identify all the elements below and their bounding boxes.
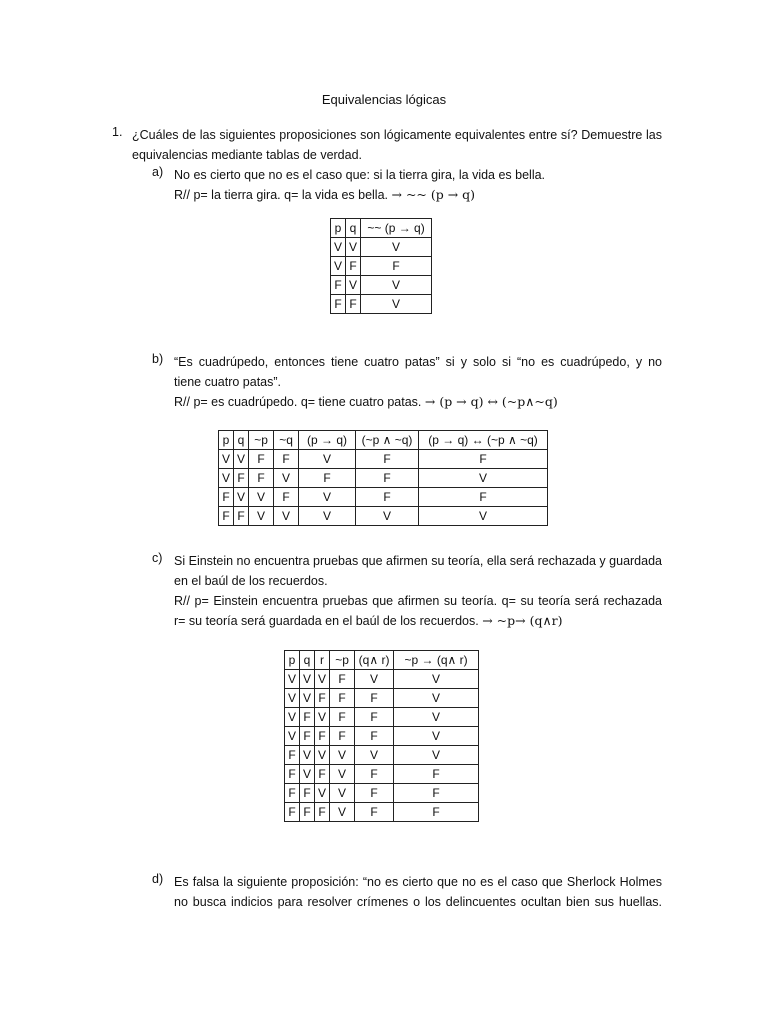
item-a-letter: a) xyxy=(152,165,164,179)
table-cell: F xyxy=(234,469,249,488)
table-cell: V xyxy=(331,238,346,257)
table-cell: F xyxy=(394,765,479,784)
table-cell: V xyxy=(346,238,361,257)
table-cell: F xyxy=(355,765,394,784)
table-cell: V xyxy=(330,746,355,765)
table-cell: F xyxy=(330,708,355,727)
item-c-line4-prefix: r= su teoría será guardada en el baúl de los recuerdos. xyxy=(174,614,479,628)
item-c-line2: en el baúl de los recuerdos. xyxy=(174,574,328,588)
table-cell: F xyxy=(355,803,394,822)
table-cell: V xyxy=(285,708,300,727)
item-d-text xyxy=(174,872,662,912)
table-header-cell: q xyxy=(234,431,249,450)
table-cell: F xyxy=(249,450,274,469)
table-cell: F xyxy=(300,708,315,727)
table-cell: V xyxy=(419,469,548,488)
table-row xyxy=(219,488,548,507)
table-cell: V xyxy=(219,469,234,488)
table-cell: V xyxy=(361,238,432,257)
table-cell: V xyxy=(299,450,356,469)
item-c-line4 xyxy=(174,611,662,631)
table-header-cell: ~~ (p → q) xyxy=(361,219,432,238)
table-cell: V xyxy=(394,746,479,765)
truth-table-a xyxy=(330,218,432,314)
table-cell: V xyxy=(361,276,432,295)
table-cell: V xyxy=(315,784,330,803)
item-b-formula: → (p → q) ↔ (~p∧~q) xyxy=(424,394,558,409)
table-cell: F xyxy=(394,784,479,803)
table-row xyxy=(331,257,432,276)
question-text-line1: ¿Cuáles de las siguientes proposiciones son lógicamente equivalentes entre sí? Demuestre las xyxy=(132,128,662,142)
item-c-line3: R// p= Einstein encuentra pruebas que afirmen su teoría. q= su teoría será rechazada xyxy=(174,594,662,608)
question-number: 1. xyxy=(112,125,123,139)
table-cell: V xyxy=(361,295,432,314)
table-cell: F xyxy=(330,670,355,689)
table-cell: V xyxy=(331,257,346,276)
table-header-cell: ~q xyxy=(274,431,299,450)
question-text-line2: equivalencias mediante tablas de verdad. xyxy=(132,148,363,162)
table-cell: F xyxy=(300,727,315,746)
table-cell: F xyxy=(355,689,394,708)
table-cell: F xyxy=(285,765,300,784)
item-a-formula: → ~~ (p → q) xyxy=(391,187,476,202)
table-cell: V xyxy=(274,469,299,488)
table-cell: V xyxy=(234,488,249,507)
table-cell: F xyxy=(355,708,394,727)
table-cell: V xyxy=(394,689,479,708)
table-cell: V xyxy=(330,803,355,822)
table-cell: V xyxy=(285,727,300,746)
item-a-line1: No es cierto que no es el caso que: si la tierra gira, la vida es bella. xyxy=(174,168,546,182)
table-row xyxy=(285,784,479,803)
table-cell: F xyxy=(219,507,234,526)
table-row xyxy=(285,708,479,727)
table-cell: F xyxy=(330,689,355,708)
item-b-line1: “Es cuadrúpedo, entonces tiene cuatro patas” si y solo si “no es cuadrúpedo, y no xyxy=(174,355,662,369)
table-cell: F xyxy=(331,276,346,295)
item-a-line2 xyxy=(174,185,662,205)
table-cell: V xyxy=(274,507,299,526)
table-cell: V xyxy=(394,708,479,727)
table-cell: V xyxy=(394,670,479,689)
table-cell: F xyxy=(285,784,300,803)
table-cell: F xyxy=(346,295,361,314)
table-cell: F xyxy=(315,689,330,708)
table-row xyxy=(331,238,432,257)
table-cell: F xyxy=(249,469,274,488)
table-row xyxy=(219,469,548,488)
table-cell: V xyxy=(315,708,330,727)
table-cell: V xyxy=(285,689,300,708)
table-header-cell: r xyxy=(315,651,330,670)
table-header-cell: ~p xyxy=(249,431,274,450)
table-row xyxy=(219,507,548,526)
table-header-cell: (p → q) xyxy=(299,431,356,450)
table-cell: F xyxy=(274,488,299,507)
table-row xyxy=(285,803,479,822)
table-cell: F xyxy=(419,488,548,507)
table-cell: F xyxy=(331,295,346,314)
table-cell: V xyxy=(285,670,300,689)
table-row xyxy=(285,670,479,689)
table-cell: F xyxy=(355,727,394,746)
table-cell: F xyxy=(330,727,355,746)
table-cell: F xyxy=(315,803,330,822)
table-cell: V xyxy=(315,746,330,765)
table-header-cell: q xyxy=(300,651,315,670)
item-b-line3-prefix: R// p= es cuadrúpedo. q= tiene cuatro patas. xyxy=(174,395,422,409)
table-row xyxy=(285,727,479,746)
table-cell: F xyxy=(356,469,419,488)
table-cell: V xyxy=(299,488,356,507)
table-row xyxy=(285,689,479,708)
table-cell: F xyxy=(219,488,234,507)
table-cell: F xyxy=(419,450,548,469)
table-cell: V xyxy=(300,765,315,784)
table-header-cell: p xyxy=(285,651,300,670)
table-header-cell: p xyxy=(219,431,234,450)
table-cell: V xyxy=(315,670,330,689)
table-cell: V xyxy=(249,488,274,507)
table-cell: V xyxy=(355,746,394,765)
table-cell: F xyxy=(300,784,315,803)
table-cell: V xyxy=(346,276,361,295)
table-cell: V xyxy=(394,727,479,746)
item-c-letter: c) xyxy=(152,551,163,565)
table-row xyxy=(285,746,479,765)
table-cell: F xyxy=(300,803,315,822)
table-cell: V xyxy=(249,507,274,526)
table-cell: F xyxy=(356,450,419,469)
table-header-row xyxy=(331,219,432,238)
table-cell: V xyxy=(234,450,249,469)
table-cell: F xyxy=(234,507,249,526)
table-row xyxy=(331,276,432,295)
table-cell: V xyxy=(330,765,355,784)
item-b-line3 xyxy=(174,392,662,412)
table-header-cell: q xyxy=(346,219,361,238)
table-cell: F xyxy=(315,765,330,784)
table-cell: F xyxy=(285,746,300,765)
table-cell: V xyxy=(300,689,315,708)
table-cell: F xyxy=(394,803,479,822)
table-cell: V xyxy=(300,670,315,689)
item-b-line2: tiene cuatro patas”. xyxy=(174,375,282,389)
table-cell: V xyxy=(419,507,548,526)
truth-table-c xyxy=(284,650,479,822)
item-b-letter: b) xyxy=(152,352,164,366)
table-cell: F xyxy=(361,257,432,276)
item-a-line2-prefix: R// p= la tierra gira. q= la vida es bella. xyxy=(174,188,389,202)
truth-table-b xyxy=(218,430,548,526)
table-row xyxy=(331,295,432,314)
table-cell: F xyxy=(346,257,361,276)
table-header-row xyxy=(285,651,479,670)
item-a-text xyxy=(174,165,662,205)
table-cell: F xyxy=(356,488,419,507)
item-b-text xyxy=(174,352,662,412)
item-d-line2: no busca indicios para resolver crímenes o los delincuentes ocultan bien sus huellas. xyxy=(174,895,662,909)
item-c-text xyxy=(174,551,662,631)
table-cell: V xyxy=(355,670,394,689)
table-cell: V xyxy=(219,450,234,469)
item-d-line1: Es falsa la siguiente proposición: “no es cierto que no es el caso que Sherlock Holmes xyxy=(174,875,662,889)
table-header-cell: (p → q) ↔ (~p ∧ ~q) xyxy=(419,431,548,450)
table-cell: V xyxy=(330,784,355,803)
table-cell: F xyxy=(274,450,299,469)
table-cell: F xyxy=(355,784,394,803)
item-c-line1: Si Einstein no encuentra pruebas que afirmen su teoría, ella será rechazada y guardada xyxy=(174,554,662,568)
question-text xyxy=(132,125,662,165)
table-row xyxy=(285,765,479,784)
table-cell: V xyxy=(300,746,315,765)
table-cell: F xyxy=(285,803,300,822)
item-c-formula: → ~p→ (q∧r) xyxy=(482,613,563,628)
table-cell: V xyxy=(299,507,356,526)
table-header-cell: ~p xyxy=(330,651,355,670)
table-cell: F xyxy=(299,469,356,488)
table-header-row xyxy=(219,431,548,450)
table-header-cell: ~p → (q∧ r) xyxy=(394,651,479,670)
table-cell: F xyxy=(315,727,330,746)
page-title: Equivalencias lógicas xyxy=(321,92,447,107)
table-header-cell: (~p ∧ ~q) xyxy=(356,431,419,450)
table-row xyxy=(219,450,548,469)
table-header-cell: p xyxy=(331,219,346,238)
table-header-cell: (q∧ r) xyxy=(355,651,394,670)
table-cell: V xyxy=(356,507,419,526)
item-d-letter: d) xyxy=(152,872,164,886)
